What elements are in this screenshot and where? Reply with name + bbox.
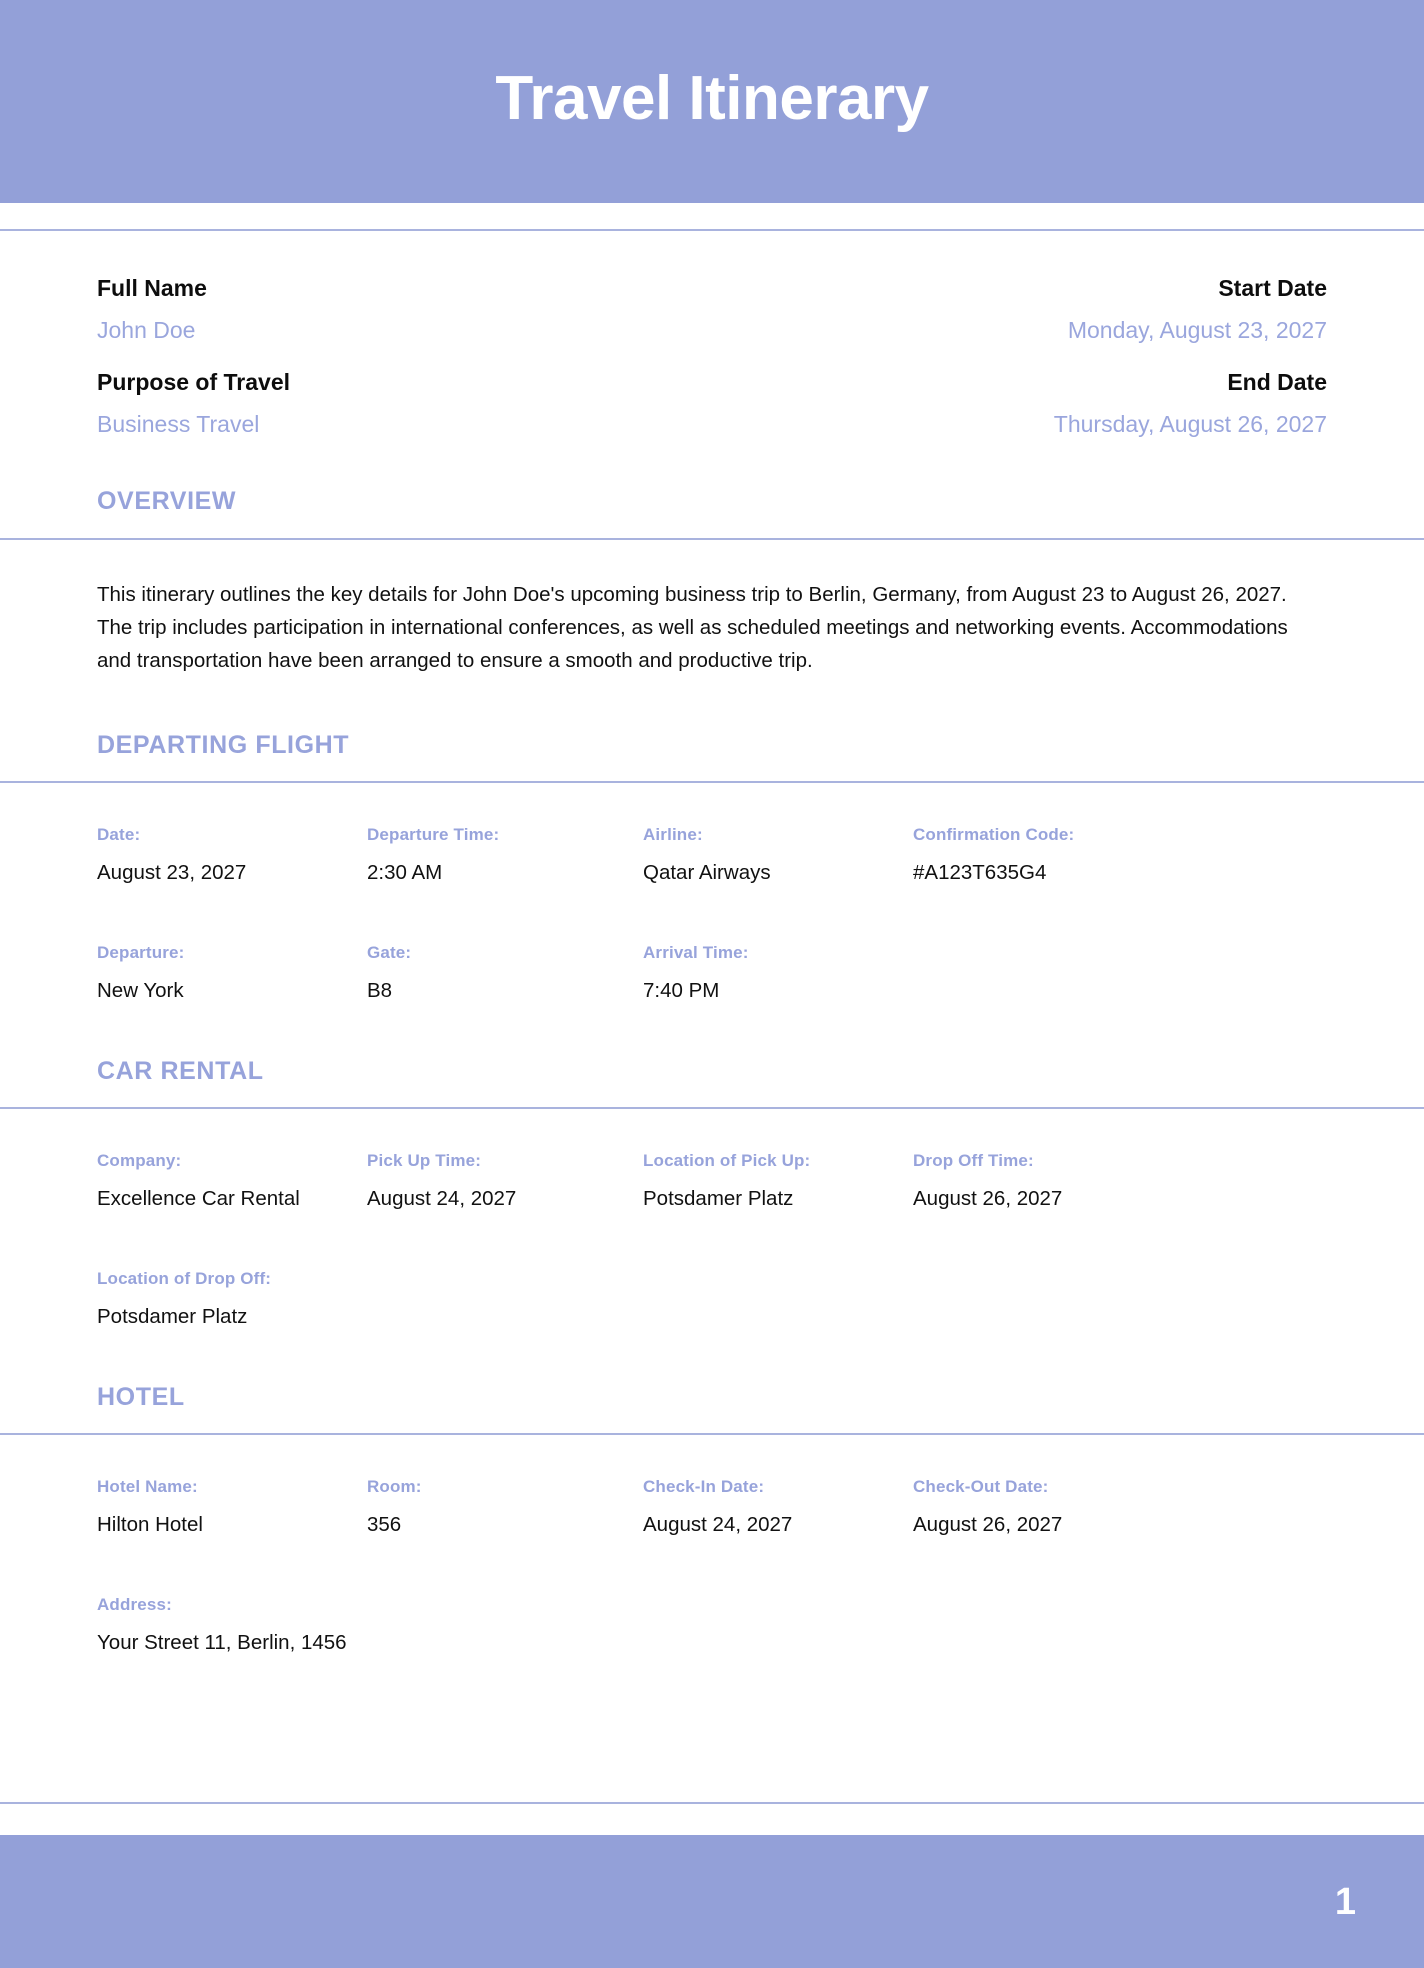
purpose-of-travel-field: [97, 367, 290, 440]
hotel-checkout-date-value: August 26, 2027: [913, 1512, 1063, 1536]
flight-confirmation-code-field: [913, 825, 1327, 885]
footer-divider: [0, 1802, 1424, 1804]
flight-departure-time-value: 2:30 AM: [367, 860, 443, 884]
car-company-field: [97, 1151, 367, 1211]
hotel-checkin-date-field: [643, 1477, 913, 1537]
hotel-name-field: [97, 1477, 367, 1537]
full-name-field: [97, 273, 207, 346]
departing-flight-fields-row-2: [97, 943, 1327, 1003]
car-pickup-time-value: August 24, 2027: [367, 1186, 517, 1210]
flight-date-label: Date:: [97, 825, 141, 845]
car-empty-cell: [913, 1269, 1327, 1329]
traveler-info-row: [97, 273, 1327, 346]
section-car-rental: [97, 1003, 1327, 1329]
hotel-room-value: 356: [367, 1512, 402, 1536]
car-dropoff-location-label: Location of Drop Off:: [97, 1269, 272, 1289]
flight-arrival-time-value: 7:40 PM: [643, 978, 720, 1002]
purpose-of-travel-label: Purpose of Travel: [97, 368, 291, 395]
hotel-fields-row-2: [97, 1595, 1327, 1655]
flight-departure-time-field: [367, 825, 643, 885]
hotel-heading-wrap: [97, 1329, 1327, 1433]
document-header-band: [0, 0, 1424, 203]
departing-flight-fields-row-1: [97, 783, 1327, 885]
flight-confirmation-code-value: #A123T635G4: [913, 860, 1047, 884]
car-empty-cell: [643, 1269, 913, 1329]
flight-airline-field: [643, 825, 913, 885]
header-divider-wrap: [97, 203, 1327, 231]
car-dropoff-time-value: August 26, 2027: [913, 1186, 1063, 1210]
flight-date-value: August 23, 2027: [97, 860, 247, 884]
full-name-value: John Doe: [97, 316, 196, 343]
car-rental-heading: CAR RENTAL: [97, 1057, 264, 1086]
car-pickup-location-value: Potsdamer Platz: [643, 1186, 794, 1210]
start-date-label: Start Date: [1218, 275, 1327, 301]
car-dropoff-location-value: Potsdamer Platz: [97, 1304, 248, 1328]
departing-flight-heading-wrap: [97, 677, 1327, 781]
document-footer-band: [0, 1835, 1424, 1968]
section-hotel: [97, 1329, 1327, 1655]
flight-departure-time-label: Departure Time:: [367, 825, 500, 845]
hotel-empty-cell: [367, 1595, 643, 1655]
flight-airline-label: Airline:: [643, 825, 703, 845]
car-empty-cell: [367, 1269, 643, 1329]
car-pickup-location-label: Location of Pick Up:: [643, 1151, 811, 1171]
page-body: [0, 203, 1424, 1655]
car-dropoff-time-label: Drop Off Time:: [913, 1151, 1034, 1171]
overview-paragraph: This itinerary outlines the key details for John Doe's upcoming business trip to Berlin, Germany, from August 23 to August 26, 2027. The trip includes participation in international conferences, as well as scheduled meetings and networking events. Accommodations and transportation have been arranged to ensure a smooth and productive trip.: [97, 582, 1288, 673]
flight-arrival-time-field: [643, 943, 913, 1003]
car-company-label: Company:: [97, 1151, 182, 1171]
flight-gate-label: Gate:: [367, 943, 412, 963]
car-rental-fields-row-1: [97, 1109, 1327, 1211]
car-dropoff-time-field: [913, 1151, 1327, 1211]
car-company-value: Excellence Car Rental: [97, 1186, 300, 1210]
start-date-field: [1068, 273, 1327, 346]
hotel-room-field: [367, 1477, 643, 1537]
hotel-checkout-date-field: [913, 1477, 1327, 1537]
traveler-info-block: [97, 231, 1327, 440]
flight-arrival-time-label: Arrival Time:: [643, 943, 749, 963]
flight-departure-value: New York: [97, 978, 184, 1002]
car-dropoff-location-field: [97, 1269, 367, 1329]
hotel-address-value: Your Street 11, Berlin, 1456: [97, 1630, 347, 1654]
hotel-address-label: Address:: [97, 1595, 172, 1615]
page-number: 1: [1334, 1880, 1356, 1923]
full-name-label: Full Name: [97, 275, 207, 301]
end-date-field: [1054, 367, 1327, 440]
end-date-value: Thursday, August 26, 2027: [1053, 410, 1327, 437]
flight-gate-value: B8: [367, 978, 393, 1002]
hotel-empty-cell: [643, 1595, 913, 1655]
hotel-checkin-date-label: Check-In Date:: [643, 1477, 765, 1497]
flight-gate-field: [367, 943, 643, 1003]
overview-heading: OVERVIEW: [97, 486, 237, 515]
page-title: Travel Itinerary: [495, 63, 929, 133]
hotel-name-label: Hotel Name:: [97, 1477, 198, 1497]
departing-flight-heading: DEPARTING FLIGHT: [97, 731, 350, 760]
hotel-fields-row-1: [97, 1435, 1327, 1537]
overview-heading-wrap: [97, 440, 1327, 538]
traveler-info-row: [97, 367, 1327, 440]
hotel-heading: HOTEL: [97, 1383, 185, 1412]
section-overview: [97, 440, 1327, 678]
hotel-address-field: [97, 1595, 367, 1655]
purpose-of-travel-value: Business Travel: [97, 410, 260, 437]
car-rental-heading-wrap: [97, 1003, 1327, 1107]
end-date-label: End Date: [1227, 368, 1327, 395]
flight-airline-value: Qatar Airways: [643, 860, 771, 884]
car-rental-fields-row-2: [97, 1269, 1327, 1329]
car-pickup-location-field: [643, 1151, 913, 1211]
start-date-value: Monday, August 23, 2027: [1067, 316, 1327, 343]
hotel-checkout-date-label: Check-Out Date:: [913, 1477, 1049, 1497]
car-pickup-time-field: [367, 1151, 643, 1211]
flight-confirmation-code-label: Confirmation Code:: [913, 825, 1075, 845]
hotel-empty-cell: [913, 1595, 1327, 1655]
hotel-checkin-date-value: August 24, 2027: [643, 1512, 793, 1536]
flight-departure-label: Departure:: [97, 943, 185, 963]
hotel-name-value: Hilton Hotel: [97, 1512, 203, 1536]
section-departing-flight: [97, 677, 1327, 1003]
hotel-room-label: Room:: [367, 1477, 422, 1497]
car-pickup-time-label: Pick Up Time:: [367, 1151, 482, 1171]
flight-departure-field: [97, 943, 367, 1003]
flight-empty-cell: [913, 943, 1327, 1003]
flight-date-field: [97, 825, 367, 885]
